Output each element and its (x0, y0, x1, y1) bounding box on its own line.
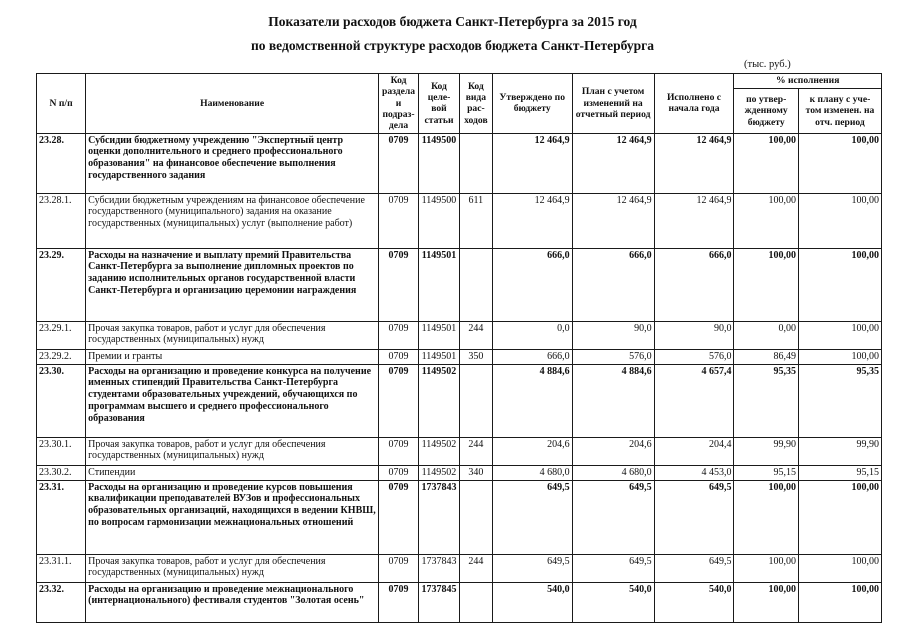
header-pct-approved: по утвер- жденному бюджету (734, 89, 799, 133)
table-row (37, 437, 882, 465)
row-target-code: 1149501 (419, 349, 460, 364)
row-approved: 649,5 (492, 554, 572, 582)
row-name: Стипендии (86, 465, 379, 480)
header-name: Наименование (86, 74, 379, 134)
header-target-code: Код целе- вой статьи (419, 74, 460, 134)
row-target-code: 1149501 (419, 248, 460, 321)
row-number: 23.32. (37, 582, 86, 622)
header-expense-type-code: Код вида рас- ходов (459, 74, 492, 134)
row-pct-approved: 100,00 (734, 133, 799, 193)
table-row (37, 465, 882, 480)
row-pct-plan: 100,00 (798, 554, 881, 582)
row-name: Прочая закупка товаров, работ и услуг для обеспечения государственных (муниципальных) нужд (86, 554, 379, 582)
row-executed: 666,0 (654, 248, 734, 321)
header-executed: Исполнено с начала года (654, 74, 734, 134)
row-approved: 649,5 (492, 480, 572, 554)
row-pct-approved: 99,90 (734, 437, 799, 465)
row-number: 23.30.2. (37, 465, 86, 480)
row-name: Расходы на назначение и выплату премий Правительства Санкт-Петербурга за выполнение дипломных проектов по заданию исполнительных органов государственной власти Санкт-Петербурга и организацию церемонии награждения (86, 248, 379, 321)
row-pct-plan: 100,00 (798, 349, 881, 364)
report-title-line-1: Показатели расходов бюджета Санкт-Петербурга за 2015 год (268, 14, 637, 29)
row-pct-plan: 95,15 (798, 465, 881, 480)
row-approved: 4 884,6 (492, 364, 572, 437)
row-expense-type-code (459, 582, 492, 622)
header-plan: План с учетом изменений на отчетный период (572, 74, 654, 134)
row-executed: 649,5 (654, 554, 734, 582)
row-pct-plan: 100,00 (798, 193, 881, 248)
row-plan: 576,0 (572, 349, 654, 364)
row-pct-approved: 100,00 (734, 582, 799, 622)
row-approved: 4 680,0 (492, 465, 572, 480)
row-pct-plan: 100,00 (798, 321, 881, 349)
row-target-code: 1737843 (419, 554, 460, 582)
row-section-code: 0709 (379, 364, 419, 437)
row-pct-plan: 100,00 (798, 480, 881, 554)
row-name: Субсидии бюджетным учреждениям на финансовое обеспечение государственного (муниципального) задания на оказание государственных (муниципальных) услуг (выполнение работ) (86, 193, 379, 248)
row-pct-approved: 100,00 (734, 480, 799, 554)
header-section-code: Код раздела и подраз- дела (379, 74, 419, 134)
row-section-code: 0709 (379, 248, 419, 321)
row-expense-type-code: 340 (459, 465, 492, 480)
row-pct-approved: 95,35 (734, 364, 799, 437)
table-row (37, 582, 882, 622)
table-row (37, 364, 882, 437)
row-expense-type-code: 350 (459, 349, 492, 364)
row-plan: 4 884,6 (572, 364, 654, 437)
row-name: Расходы на организацию и проведение курсов повышения квалификации преподавателей ВУЗов и профессиональных образовательных организаций, находящихся в ведении КНВШ, по вопросам гармонизации межнациональных отношений (86, 480, 379, 554)
row-section-code: 0709 (379, 465, 419, 480)
row-expense-type-code: 244 (459, 321, 492, 349)
row-pct-approved: 95,15 (734, 465, 799, 480)
row-expense-type-code: 611 (459, 193, 492, 248)
row-section-code: 0709 (379, 133, 419, 193)
row-plan: 666,0 (572, 248, 654, 321)
row-name: Расходы на организацию и проведение конкурса на получение именных стипендий Правительства Санкт-Петербурга студентами образовательных учреждений, обучающихся по программам высшего и среднего профессионального образования (86, 364, 379, 437)
header-pct-group: % исполнения (734, 74, 882, 89)
row-expense-type-code (459, 480, 492, 554)
row-name: Прочая закупка товаров, работ и услуг для обеспечения государственных (муниципальных) нужд (86, 321, 379, 349)
row-name: Прочая закупка товаров, работ и услуг для обеспечения государственных (муниципальных) нужд (86, 437, 379, 465)
row-pct-plan: 100,00 (798, 133, 881, 193)
row-number: 23.29.2. (37, 349, 86, 364)
row-executed: 576,0 (654, 349, 734, 364)
row-executed: 90,0 (654, 321, 734, 349)
row-pct-plan: 100,00 (798, 248, 881, 321)
row-expense-type-code (459, 248, 492, 321)
row-executed: 540,0 (654, 582, 734, 622)
row-target-code: 1737843 (419, 480, 460, 554)
row-target-code: 1149502 (419, 465, 460, 480)
row-executed: 12 464,9 (654, 193, 734, 248)
row-plan: 4 680,0 (572, 465, 654, 480)
row-pct-approved: 100,00 (734, 554, 799, 582)
row-pct-plan: 100,00 (798, 582, 881, 622)
row-target-code: 1149500 (419, 193, 460, 248)
row-pct-plan: 99,90 (798, 437, 881, 465)
table-row (37, 480, 882, 554)
table-row (37, 321, 882, 349)
header-num: N п/п (37, 74, 86, 134)
row-number: 23.31. (37, 480, 86, 554)
row-expense-type-code: 244 (459, 437, 492, 465)
row-executed: 204,4 (654, 437, 734, 465)
row-plan: 12 464,9 (572, 193, 654, 248)
row-name: Субсидии бюджетному учреждению "Экспертный центр оценки дополнительного и среднего профессионального образования" на финансовое обеспечение выполнения государственного задания (86, 133, 379, 193)
table-row (37, 193, 882, 248)
row-approved: 12 464,9 (492, 133, 572, 193)
row-approved: 540,0 (492, 582, 572, 622)
row-plan: 649,5 (572, 554, 654, 582)
row-number: 23.29.1. (37, 321, 86, 349)
row-number: 23.29. (37, 248, 86, 321)
row-number: 23.28.1. (37, 193, 86, 248)
row-number: 23.31.1. (37, 554, 86, 582)
row-plan: 90,0 (572, 321, 654, 349)
row-plan: 12 464,9 (572, 133, 654, 193)
row-number: 23.28. (37, 133, 86, 193)
row-target-code: 1149501 (419, 321, 460, 349)
row-pct-plan: 95,35 (798, 364, 881, 437)
row-plan: 649,5 (572, 480, 654, 554)
row-section-code: 0709 (379, 193, 419, 248)
units-note: (тыс. руб.) (744, 59, 791, 70)
row-approved: 666,0 (492, 248, 572, 321)
row-executed: 12 464,9 (654, 133, 734, 193)
report-title-line-2: по ведомственной структуре расходов бюджета Санкт-Петербурга (250, 38, 655, 53)
table-row (37, 349, 882, 364)
row-target-code: 1737845 (419, 582, 460, 622)
budget-table (36, 73, 882, 623)
row-section-code: 0709 (379, 480, 419, 554)
row-section-code: 0709 (379, 437, 419, 465)
row-approved: 12 464,9 (492, 193, 572, 248)
row-section-code: 0709 (379, 349, 419, 364)
row-target-code: 1149502 (419, 364, 460, 437)
row-section-code: 0709 (379, 321, 419, 349)
row-section-code: 0709 (379, 554, 419, 582)
row-approved: 666,0 (492, 349, 572, 364)
row-executed: 4 657,4 (654, 364, 734, 437)
row-target-code: 1149500 (419, 133, 460, 193)
row-section-code: 0709 (379, 582, 419, 622)
row-target-code: 1149502 (419, 437, 460, 465)
row-executed: 649,5 (654, 480, 734, 554)
row-number: 23.30. (37, 364, 86, 437)
row-pct-approved: 86,49 (734, 349, 799, 364)
row-approved: 0,0 (492, 321, 572, 349)
row-executed: 4 453,0 (654, 465, 734, 480)
row-pct-approved: 0,00 (734, 321, 799, 349)
table-row (37, 133, 882, 193)
table-row (37, 248, 882, 321)
row-number: 23.30.1. (37, 437, 86, 465)
header-pct-plan: к плану с уче- том изменен. на отч. период (798, 89, 881, 133)
row-pct-approved: 100,00 (734, 248, 799, 321)
header-approved: Утверждено по бюджету (492, 74, 572, 134)
table-body (37, 133, 882, 622)
row-name: Премии и гранты (86, 349, 379, 364)
table-row (37, 554, 882, 582)
row-name: Расходы на организацию и проведение межнационального (интернационального) фестиваля студентов "Золотая осень" (86, 582, 379, 622)
row-approved: 204,6 (492, 437, 572, 465)
row-pct-approved: 100,00 (734, 193, 799, 248)
row-expense-type-code (459, 133, 492, 193)
row-plan: 540,0 (572, 582, 654, 622)
row-expense-type-code: 244 (459, 554, 492, 582)
row-expense-type-code (459, 364, 492, 437)
row-plan: 204,6 (572, 437, 654, 465)
